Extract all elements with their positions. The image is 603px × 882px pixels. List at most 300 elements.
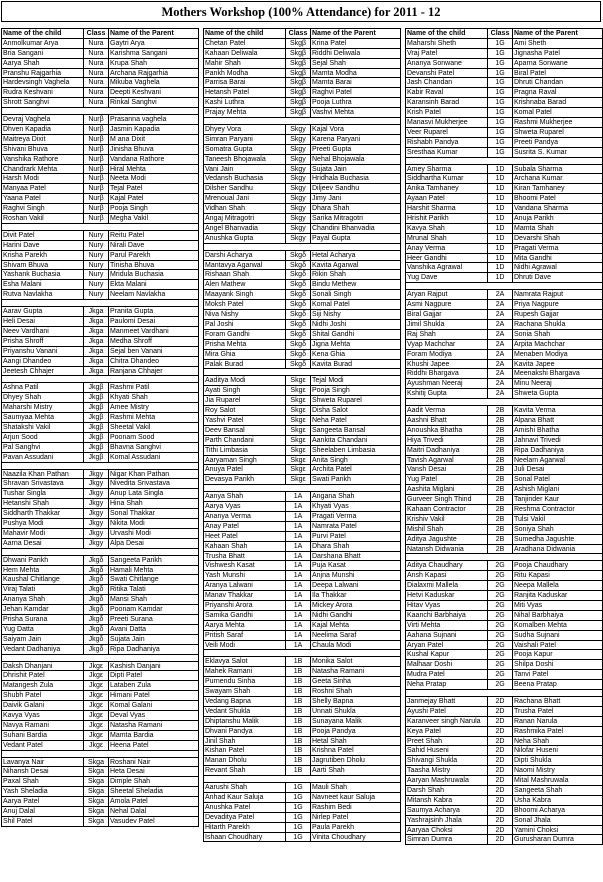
class: 2D (488, 826, 513, 836)
parent-name: Sonal Thakkar (109, 509, 199, 519)
child-name: Devasya Parikh (204, 475, 286, 485)
class: Jkga (84, 327, 109, 337)
table-row (2, 165, 199, 175)
child-name: Kavya Shah (406, 224, 488, 234)
parent-name: Mamta Modha (311, 69, 401, 79)
parent-name: Chandini Bhanvadia (311, 224, 401, 234)
parent-name: Ila Thakkar (311, 591, 401, 601)
header-child-name: Name of the child (2, 29, 84, 39)
child-name: Dhven Kapadia (2, 125, 84, 135)
header-parent-name: Name of the Parent (109, 29, 199, 39)
class: Skgβ (286, 59, 311, 69)
parent-name: Heta Desai (109, 767, 199, 777)
parent-name: Deepti Keshvani (109, 88, 199, 98)
table-row (2, 155, 199, 165)
class: 2G (488, 601, 513, 611)
child-name: Mira Ghia (204, 350, 286, 360)
table-row (204, 145, 401, 155)
child-name: Dhiptanshu Malik (204, 717, 286, 727)
class: 1D (488, 174, 513, 184)
child-name: Shatakshi Vakil (2, 423, 84, 433)
class: Nurβ (84, 155, 109, 165)
child-name: Niva Nishy (204, 310, 286, 320)
table-row (406, 350, 603, 360)
class: Jkgy (84, 470, 109, 480)
child-name: Anushka Gupta (204, 234, 286, 244)
class: 2A (488, 320, 513, 330)
class: Skgδ (286, 360, 311, 370)
table-row (406, 581, 603, 591)
child-name: Roshan Vakil (2, 214, 84, 224)
parent-name: Yamini Choksi (513, 826, 603, 836)
table-row (204, 39, 401, 49)
parent-name: Preeti Gupta (311, 145, 401, 155)
class: 2D (488, 697, 513, 707)
child-name: Aashni Bhatt (406, 416, 488, 426)
class: Nura (84, 69, 109, 79)
child-name: Kushal Kapur (406, 650, 488, 660)
table-row (2, 39, 199, 49)
child-name: Vanshika Agrawal (406, 263, 488, 273)
class: Skgβ (286, 39, 311, 49)
parent-name: Dhruti Dave (513, 273, 603, 283)
child-name: Harini Dave (2, 241, 84, 251)
group-separator (204, 650, 401, 657)
table-row (2, 817, 199, 827)
class: Nurβ (84, 184, 109, 194)
table-row (2, 261, 199, 271)
table-row (2, 701, 199, 711)
parent-name: Krishnaba Barad (513, 98, 603, 108)
child-name: Vedang Bapna (204, 697, 286, 707)
parent-name: Pooja Chaudhary (513, 561, 603, 571)
class: Nurβ (84, 214, 109, 224)
class: Nury (84, 261, 109, 271)
child-name: Paxal Shah (2, 777, 84, 787)
table-row (204, 261, 401, 271)
parent-name: Kiran Tamhaney (513, 184, 603, 194)
group-separator (406, 399, 603, 406)
child-name: Siddhartha Kumar (406, 174, 488, 184)
table-row (406, 545, 603, 555)
parent-name: Juli Desai (513, 465, 603, 475)
class: 1A (286, 601, 311, 611)
class: Skgε (286, 376, 311, 386)
table-row (406, 806, 603, 816)
parent-name: Anup Lata Singla (109, 489, 199, 499)
child-name: Tushar Singla (2, 489, 84, 499)
child-name: Dhvani Pandya (204, 727, 286, 737)
parent-name: Heena Patel (109, 741, 199, 751)
parent-name: Pooja Kapur (513, 650, 603, 660)
child-name: Veili Modi (204, 641, 286, 651)
child-name: Vidhan Shah (204, 204, 286, 214)
child-name: Anuj Dalal (2, 807, 84, 817)
child-name: Vedansh Buchasia (204, 174, 286, 184)
child-name: Ayushman Neeraj (406, 379, 488, 389)
child-name: Gurveer Singh Thind (406, 495, 488, 505)
class: 1A (286, 542, 311, 552)
class: 2B (488, 495, 513, 505)
table-row (204, 310, 401, 320)
parent-name: Kavita Agarwal (311, 261, 401, 271)
table-row (406, 456, 603, 466)
child-name: Deev Bansal (204, 426, 286, 436)
class: 2B (488, 406, 513, 416)
child-name: Neev Vardhani (2, 327, 84, 337)
parent-name: Monika Salot (311, 657, 401, 667)
child-name: Vyap Machchar (406, 340, 488, 350)
parent-name: Mickey Arora (311, 601, 401, 611)
table-row (2, 307, 199, 317)
class: Nury (84, 231, 109, 241)
child-name: Prisha Shroff (2, 337, 84, 347)
class: 1A (286, 552, 311, 562)
table-row (2, 413, 199, 423)
child-name: Trusha Bhatt (204, 552, 286, 562)
class: 2A (488, 310, 513, 320)
child-name: Shivangi Shukla (406, 756, 488, 766)
class: 1A (286, 571, 311, 581)
parent-name: Geeta Sinha (311, 677, 401, 687)
parent-name: Ranan Narula (513, 717, 603, 727)
table-row (2, 556, 199, 566)
parent-name: Pooja Singh (311, 386, 401, 396)
class: 2G (488, 650, 513, 660)
class: Jkgy (84, 489, 109, 499)
parent-name: Khyati Vyas (311, 502, 401, 512)
class: Jkgδ (84, 556, 109, 566)
table-row (406, 611, 603, 621)
table-row (204, 69, 401, 79)
parent-name: Krina Patel (311, 39, 401, 49)
child-name: Hetanshi Shah (2, 499, 84, 509)
child-name: Roy Salot (204, 406, 286, 416)
parent-name: Susrita S. Kumar (513, 148, 603, 158)
child-name: Yug Dave (406, 273, 488, 283)
class: Jkgβ (84, 433, 109, 443)
child-name: Shivam Bhuva (2, 261, 84, 271)
table-row (204, 174, 401, 184)
table-row (2, 383, 199, 393)
child-name: Yashvi Patel (204, 416, 286, 426)
parent-name: Swati Parikh (311, 475, 401, 485)
child-name: Anay Verma (406, 244, 488, 254)
table-row (406, 360, 603, 370)
parent-name: Soniya Shah (513, 525, 603, 535)
table-row (406, 475, 603, 485)
table-row (204, 290, 401, 300)
group-separator (406, 283, 603, 290)
table-row (2, 529, 199, 539)
class: Jkgβ (84, 423, 109, 433)
class: 1B (286, 756, 311, 766)
child-name: Anhad Kaur Saluja (204, 793, 286, 803)
parent-name: Tejal Modi (311, 376, 401, 386)
parent-name: Kajal Patel (109, 194, 199, 204)
table-row (2, 539, 199, 549)
class: Jkgε (84, 662, 109, 672)
table-row (2, 125, 199, 135)
parent-name: Rashmi Patil (109, 383, 199, 393)
child-name: Prajay Mehta (204, 108, 286, 118)
parent-name: Jagrutiben Dholu (311, 756, 401, 766)
table-row (406, 204, 603, 214)
child-name: Aaditya Modi (204, 376, 286, 386)
child-name: Heet Patel (204, 532, 286, 542)
child-name: Yash Sheladia (2, 787, 84, 797)
child-name: Manyaa Patel (2, 184, 84, 194)
class: 2G (488, 631, 513, 641)
class: Skgβ (286, 49, 311, 59)
table-row (406, 535, 603, 545)
table-row (2, 241, 199, 251)
class: Skga (84, 758, 109, 768)
parent-name: Komal Patel (513, 108, 603, 118)
table-row (2, 251, 199, 261)
child-name: Daksh Dhanjani (2, 662, 84, 672)
parent-name: Anuja Parikh (513, 214, 603, 224)
parent-name: Natasha Ramani (109, 721, 199, 731)
parent-name: Sejal Shah (311, 59, 401, 69)
parent-name: Rashmi Mehta (109, 413, 199, 423)
table-row (406, 650, 603, 660)
child-name: Sresthaa Kumar (406, 148, 488, 158)
child-name: Heer Gandhi (406, 254, 488, 264)
class: Skga (84, 817, 109, 827)
table-row (406, 680, 603, 690)
class: Skgε (286, 456, 311, 466)
parent-name: Kajal Vora (311, 125, 401, 135)
child-name: Raj Shah (406, 330, 488, 340)
child-name: Kshitij Gupta (406, 389, 488, 399)
class: 2G (488, 591, 513, 601)
table-row (204, 360, 401, 370)
child-name: Viraj Talati (2, 585, 84, 595)
child-name: Pankh Modha (204, 69, 286, 79)
class: Skgy (286, 204, 311, 214)
child-name: Krishiv Vakil (406, 515, 488, 525)
child-name: Parth Chandani (204, 436, 286, 446)
class: 2D (488, 766, 513, 776)
table-row (204, 320, 401, 330)
table-row (204, 641, 401, 651)
table-row (204, 376, 401, 386)
child-name: Kabir Raval (406, 88, 488, 98)
parent-name: Nigar Khan Pathan (109, 470, 199, 480)
table-row (204, 667, 401, 677)
child-name: Aadit Verma (406, 406, 488, 416)
parent-name: Kavita Verma (513, 406, 603, 416)
child-name: Vraj Patel (406, 49, 488, 59)
parent-name: Sheetal Sheladia (109, 787, 199, 797)
child-name: Chandrark Mehta (2, 165, 84, 175)
table-row (2, 59, 199, 69)
child-name: Aahana Sujnani (406, 631, 488, 641)
child-name: Aryan Patel (406, 641, 488, 651)
child-name: Pritish Saraf (204, 631, 286, 641)
parent-name: Paula Parekh (311, 823, 401, 833)
table-row (406, 571, 603, 581)
child-name: Priyanshu Vanani (2, 347, 84, 357)
class: Jkgβ (84, 413, 109, 423)
parent-name: Tanjinder Kaur (513, 495, 603, 505)
parent-name: Subala Sharma (513, 165, 603, 175)
table-row (406, 727, 603, 737)
class: 2B (488, 416, 513, 426)
class: 2A (488, 379, 513, 389)
child-name: Darsh Shah (406, 786, 488, 796)
parent-name: Dhara Shah (311, 204, 401, 214)
parent-name: Neeta Modi (109, 174, 199, 184)
parent-name: Mansi Shah (109, 595, 199, 605)
parent-name: Rupesh Gajjar (513, 310, 603, 320)
parent-name: Hetal Acharya (311, 251, 401, 261)
parent-name: Nehal Bhojawala (311, 155, 401, 165)
table-row (406, 631, 603, 641)
class: Jkgδ (84, 615, 109, 625)
child-name: Mahavir Modi (2, 529, 84, 539)
table-row (2, 145, 199, 155)
class: Nura (84, 49, 109, 59)
child-name: Kahaan Shah (204, 542, 286, 552)
parent-name: Vaishali Patel (513, 641, 603, 651)
group-separator (204, 485, 401, 492)
class: 1G (488, 98, 513, 108)
group-separator (204, 244, 401, 251)
table-row (406, 165, 603, 175)
parent-name: Komal Assudani (109, 453, 199, 463)
child-name: Dilsher Sandhu (204, 184, 286, 194)
table-row (204, 330, 401, 340)
class: 2B (488, 456, 513, 466)
child-name: Samika Gandhi (204, 611, 286, 621)
table-row (2, 433, 199, 443)
parent-name: Mauli Shah (311, 783, 401, 793)
parent-name: Neha Shah (513, 737, 603, 747)
table-row (204, 552, 401, 562)
table-row (406, 369, 603, 379)
table-row (406, 796, 603, 806)
parent-name: Mamta Barai (311, 78, 401, 88)
class: Jkgδ (84, 605, 109, 615)
table-row (2, 721, 199, 731)
class: 2A (488, 300, 513, 310)
table-row (2, 635, 199, 645)
child-name: Aaryaman Singh (204, 456, 286, 466)
group-separator (406, 554, 603, 561)
class: 1G (286, 813, 311, 823)
parent-name: Ripa Dadhaniya (109, 645, 199, 655)
parent-name: Nidhi Gandhi (311, 611, 401, 621)
child-name: Keya Patel (406, 727, 488, 737)
class: 2G (488, 611, 513, 621)
child-name: Aarav Gupta (2, 307, 84, 317)
child-name: Karansinh Barad (406, 98, 488, 108)
class: 1A (286, 492, 311, 502)
table-row (2, 711, 199, 721)
parent-name: Sheetal Vakil (109, 423, 199, 433)
parent-name: Pooja Luthra (311, 98, 401, 108)
parent-name: Roshani Nair (109, 758, 199, 768)
child-name: Riddhi Bhargava (406, 369, 488, 379)
child-name: Kahaan Contractor (406, 505, 488, 515)
child-name: Yashrajsinh Jhala (406, 816, 488, 826)
parent-name: Preeti Surana (109, 615, 199, 625)
child-name: Aditya Jagushte (406, 535, 488, 545)
table-row (204, 697, 401, 707)
table-row (2, 423, 199, 433)
child-name: Hitav Vyas (406, 601, 488, 611)
child-name: Nihansh Desai (2, 767, 84, 777)
class: 2B (488, 535, 513, 545)
parent-name: Amola Patel (109, 797, 199, 807)
class: Nura (84, 88, 109, 98)
child-name: Anuya Patel (204, 465, 286, 475)
class: Skgε (286, 446, 311, 456)
child-name: Malhaar Doshi (406, 660, 488, 670)
table-row (2, 671, 199, 681)
class: 2B (488, 485, 513, 495)
group-separator (204, 118, 401, 125)
table-row (406, 128, 603, 138)
class: 2A (488, 340, 513, 350)
table-row (406, 69, 603, 79)
table-row (406, 525, 603, 535)
class: Skgδ (286, 340, 311, 350)
parent-name: Rikin Shah (311, 270, 401, 280)
child-name: Angaj Mitragotri (204, 214, 286, 224)
group-separator (2, 300, 199, 307)
class: Jkgy (84, 479, 109, 489)
table-row (204, 631, 401, 641)
child-name: Ananya Sonwane (406, 59, 488, 69)
class: Skgy (286, 194, 311, 204)
parent-name: Pragna Raval (513, 88, 603, 98)
group-separator (2, 376, 199, 383)
table-header-row (204, 29, 401, 39)
parent-name: Kavita Japee (513, 360, 603, 370)
parent-name: Amee Mistry (109, 403, 199, 413)
table-row (2, 731, 199, 741)
table-row (406, 660, 603, 670)
parent-name: Natasha Ramani (311, 667, 401, 677)
child-name: Lavanya Nair (2, 758, 84, 768)
class: 1G (286, 823, 311, 833)
child-name: Ashna Patil (2, 383, 84, 393)
table-row (204, 707, 401, 717)
child-name: Kishan Patel (204, 746, 286, 756)
attendance-table-right (405, 28, 603, 845)
class: Skgε (286, 426, 311, 436)
table-row (406, 707, 603, 717)
table-row (2, 88, 199, 98)
table-row (406, 254, 603, 264)
class: 1D (488, 224, 513, 234)
parent-name: Sonal Jhala (513, 816, 603, 826)
table-row (406, 717, 603, 727)
parent-name: Komal Patel (311, 300, 401, 310)
table-row (204, 611, 401, 621)
parent-name: Gaytri Arya (109, 39, 199, 49)
table-row (204, 204, 401, 214)
child-name: Manan Dholu (204, 756, 286, 766)
parent-name: Pooja Pandya (311, 727, 401, 737)
table-row (204, 803, 401, 813)
class: Skgε (286, 396, 311, 406)
class: 2B (488, 515, 513, 525)
child-name: Aarna Desai (2, 539, 84, 549)
